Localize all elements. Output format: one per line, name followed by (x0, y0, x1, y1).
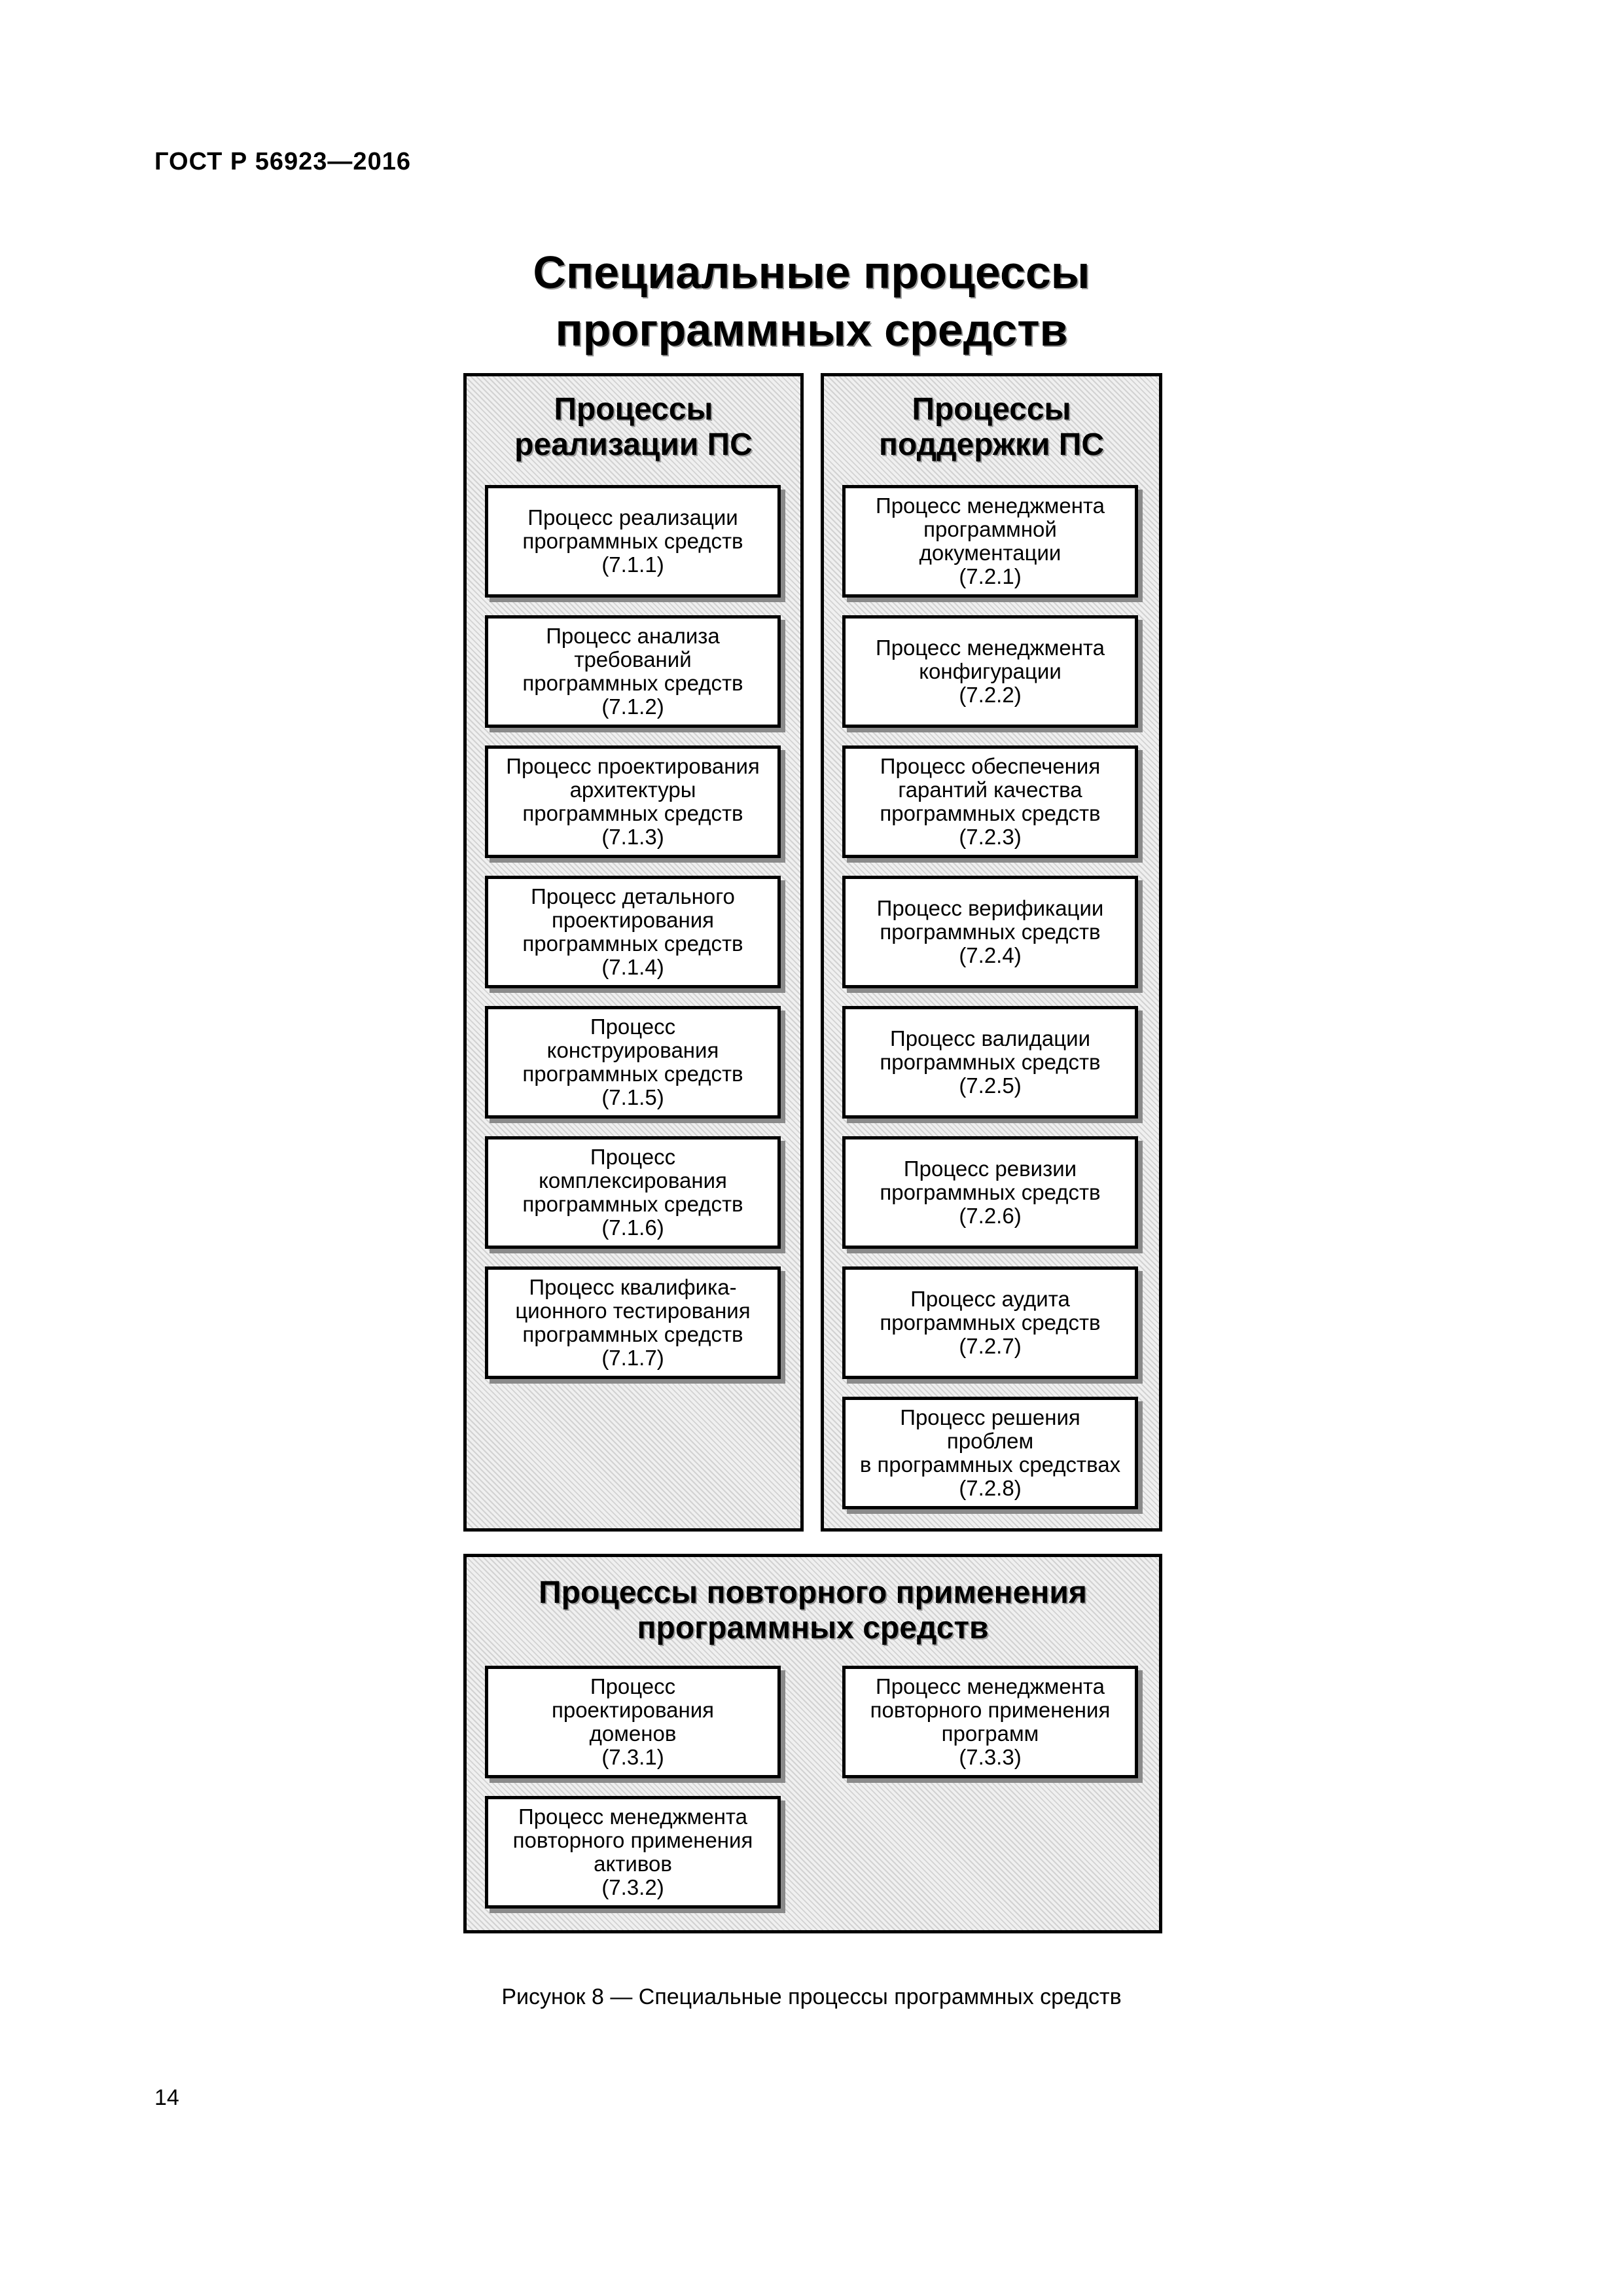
process-box-line: конструирования (546, 1038, 719, 1062)
process-box-line: гарантий качества (898, 778, 1082, 802)
implementation-processes-panel (463, 373, 804, 1532)
process-box-line: (7.1.3) (601, 825, 664, 849)
process-box-line: программных средств (522, 801, 743, 825)
process-box-line: (7.2.4) (959, 943, 1022, 967)
support-processes-panel (821, 373, 1162, 1532)
diagram-title-line: Специальные процессы (533, 247, 1090, 298)
process-box-line: проблем (946, 1429, 1034, 1453)
process-box-line: Процесс анализа (546, 624, 720, 648)
process-box-line: Процесс менеджмента (518, 1804, 748, 1829)
process-box-line: программных средств (880, 1310, 1101, 1335)
process-box-7-2-3 (842, 745, 1138, 858)
process-box-7-3-3 (842, 1666, 1138, 1778)
process-box-line: Процесс ревизии (903, 1157, 1077, 1181)
process-box-line: программных средств (522, 1192, 743, 1216)
process-box-7-1-7 (485, 1266, 781, 1379)
panel-title-line: Процессы повторного применения (539, 1575, 1087, 1610)
figure-caption: Рисунок 8 — Специальные процессы программных средств (501, 1984, 1122, 2009)
process-box-line: доменов (589, 1721, 677, 1746)
panel-title-line: Процессы (554, 392, 713, 427)
process-box-line: (7.1.2) (601, 694, 664, 719)
process-box-7-1-4 (485, 876, 781, 988)
support-panel-title (824, 392, 1159, 463)
process-box-line: Процесс (590, 1674, 676, 1698)
process-box-line: (7.2.8) (959, 1476, 1022, 1500)
reuse-panel-title (467, 1575, 1159, 1646)
process-box-7-2-6 (842, 1136, 1138, 1249)
process-box-line: программных средств (522, 1062, 743, 1086)
process-box-line: (7.2.2) (959, 683, 1022, 707)
panel-title-line: реализации ПС (514, 427, 753, 462)
process-box-line: Процесс реализации (527, 505, 738, 529)
process-box-line: (7.1.4) (601, 955, 664, 979)
process-box-line: программных средств (880, 801, 1101, 825)
process-box-7-3-1 (485, 1666, 781, 1778)
process-box-line: комплексирования (539, 1168, 727, 1193)
process-box-line: Процесс решения (900, 1405, 1080, 1429)
process-box-line: программных средств (522, 931, 743, 956)
process-box-line: повторного применения (512, 1828, 753, 1852)
process-box-line: программной (923, 517, 1057, 541)
process-box-7-1-1 (485, 485, 781, 598)
process-box-line: (7.2.1) (959, 564, 1022, 588)
process-box-line: (7.3.2) (601, 1875, 664, 1899)
process-box-7-1-5 (485, 1006, 781, 1119)
process-box-line: программных средств (880, 1050, 1101, 1074)
process-box-line: конфигурации (919, 659, 1061, 683)
process-box-line: Процесс детального (531, 884, 735, 908)
process-box-line: программных средств (522, 1322, 743, 1346)
process-box-line: программных средств (522, 529, 743, 553)
process-box-7-2-2 (842, 615, 1138, 728)
process-box-line: программных средств (880, 920, 1101, 944)
process-box-line: ционного тестирования (515, 1299, 751, 1323)
process-box-line: программных средств (880, 1180, 1101, 1204)
process-box-7-2-4 (842, 876, 1138, 988)
reuse-processes-panel (463, 1554, 1162, 1933)
process-box-line: Процесс менеджмента (875, 636, 1105, 660)
process-box-line: Процесс валидации (889, 1026, 1091, 1050)
process-box-line: Процесс менеджмента (875, 1674, 1105, 1698)
process-box-line: архитектуры (569, 778, 696, 802)
diagram-title (419, 243, 1204, 359)
process-box-line: (7.2.6) (959, 1204, 1022, 1228)
process-box-line: проектирования (551, 1698, 715, 1722)
process-box-line: Процесс (590, 1014, 676, 1039)
process-box-line: (7.1.1) (601, 552, 664, 577)
process-box-7-2-5 (842, 1006, 1138, 1119)
process-box-line: Процесс менеджмента (875, 493, 1105, 518)
process-box-7-2-1 (842, 485, 1138, 598)
standard-code: ГОСТ Р 56923—2016 (154, 148, 411, 175)
panel-title-line: программных средств (637, 1611, 989, 1645)
process-box-line: повторного применения (870, 1698, 1111, 1722)
process-box-7-2-8 (842, 1397, 1138, 1509)
process-box-line: (7.2.3) (959, 825, 1022, 849)
process-box-line: (7.1.6) (601, 1215, 664, 1240)
process-box-line: Процесс квалифика- (529, 1275, 737, 1299)
process-box-line: документации (919, 541, 1061, 565)
process-box-line: программных средств (522, 671, 743, 695)
process-box-line: Процесс (590, 1145, 676, 1169)
process-box-7-1-2 (485, 615, 781, 728)
process-box-line: Процесс обеспечения (880, 754, 1101, 778)
implementation-panel-title (467, 392, 800, 463)
page-number: 14 (154, 2085, 179, 2110)
process-box-line: Процесс проектирования (506, 754, 760, 778)
process-box-line: (7.1.7) (601, 1346, 664, 1370)
process-box-line: (7.3.3) (959, 1745, 1022, 1769)
process-box-line: в программных средствах (859, 1452, 1121, 1477)
process-box-line: (7.3.1) (601, 1745, 664, 1769)
process-box-7-2-7 (842, 1266, 1138, 1379)
panel-title-line: поддержки ПС (878, 427, 1105, 462)
process-box-7-1-6 (485, 1136, 781, 1249)
diagram-title-line: программных средств (555, 304, 1068, 355)
panel-title-line: Процессы (912, 392, 1071, 427)
process-box-line: программ (941, 1721, 1039, 1746)
process-box-line: активов (594, 1852, 672, 1876)
process-box-line: Процесс аудита (910, 1287, 1070, 1311)
process-box-line: проектирования (551, 908, 715, 932)
process-box-line: (7.1.5) (601, 1085, 664, 1109)
process-box-7-1-3 (485, 745, 781, 858)
process-box-line: (7.2.7) (959, 1334, 1022, 1358)
process-box-7-3-2 (485, 1796, 781, 1909)
process-box-line: Процесс верификации (876, 896, 1104, 920)
process-box-line: (7.2.5) (959, 1073, 1022, 1098)
process-box-line: требований (574, 647, 692, 672)
